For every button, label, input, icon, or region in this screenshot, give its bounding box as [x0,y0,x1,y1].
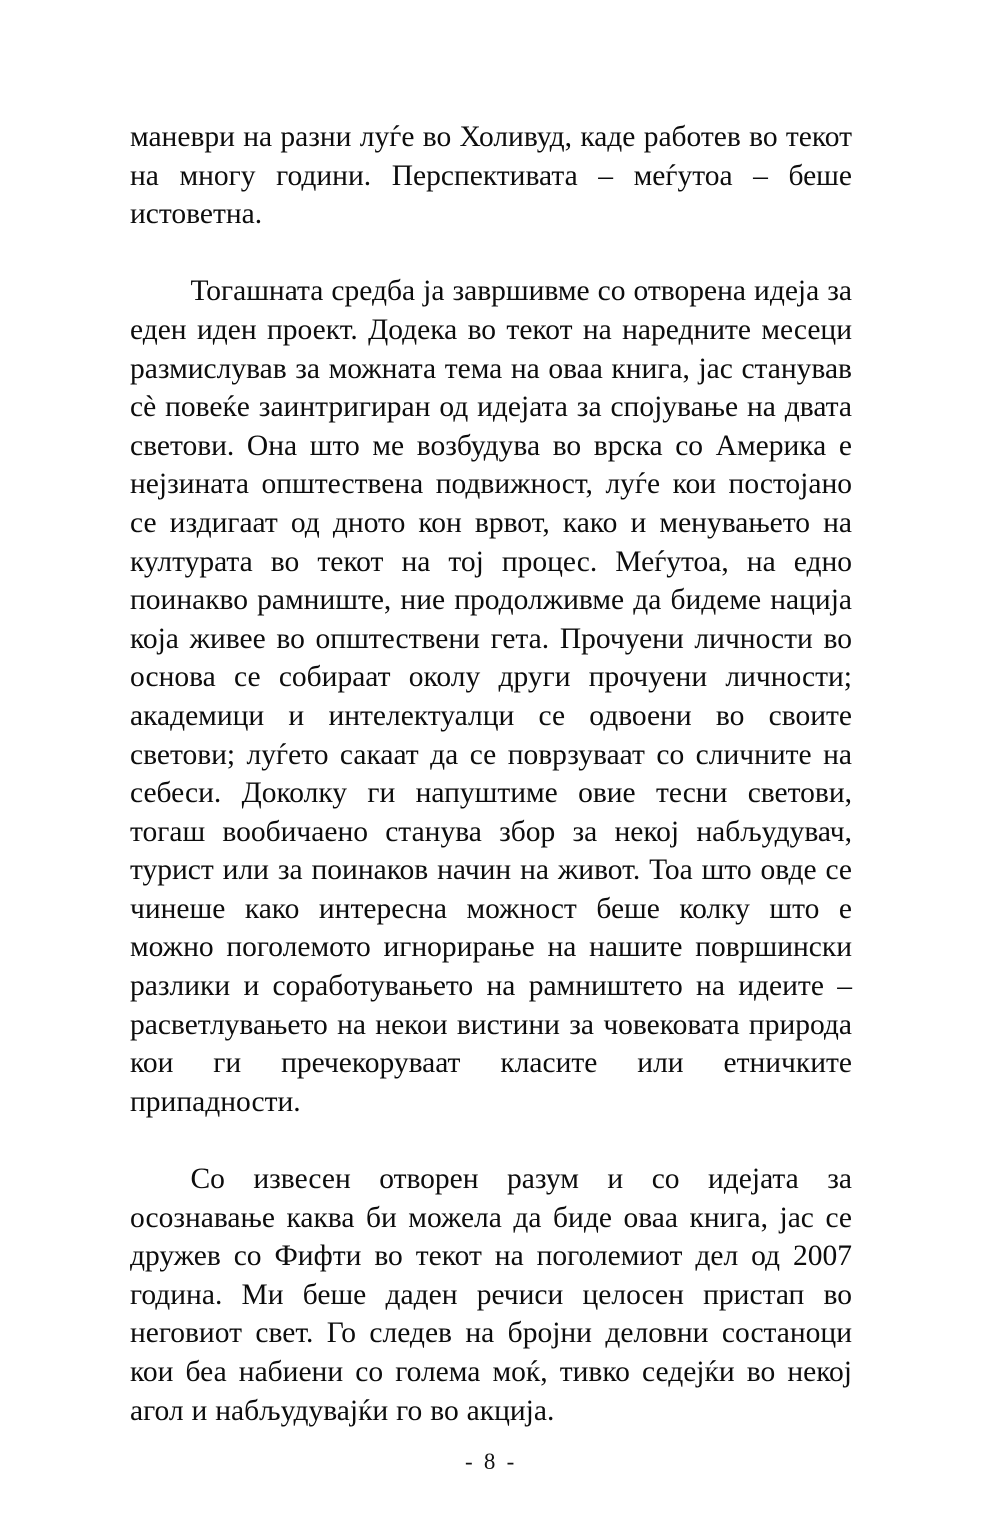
paragraph-3: Со извесен отворен разум и со идејата за осознавање каква би можела да биде оваа книга, јас се дружев со Фифти во текот на поголемиот дел од 2007 година. Ми беше даден речиси целосен пристап во неговиот свет. Го следев на бројни деловни состаноци кои беа набиени со голема моќ, тивко седејќи во некој агол и набљудувајќи го во акција. [130,1163,852,1427]
paragraph-1: маневри на разни луѓе во Холивуд, каде работев во текот на многу години. Перспективата – меѓутоа – беше истоветна. [130,121,852,231]
page-number: - 8 - [464,1449,518,1474]
page-text-block [130,118,852,1430]
paragraph-2: Тогашната средба ја завршивме со отворена идеја за еден иден проект. Додека во текот на наредните месеци размислував за можната тема на оваа книга, јас станував сè повеќе заинтригиран од идејата за спојување на двата светови. Она што ме возбудува во врска со Америка е нејзината општествена подвижност, луѓе кои постојано се издигаат од дното кон врвот, како и менувањето на културата во текот на тој процес. Меѓутоа, на едно поинакво рамниште, ние продолживме да бидеме нација која живее во општествени гета. Прочуени личности во основа се собираат околу други прочуени личности; академици и интелектуалци се одвоени во своите светови; луѓето сакаат да се поврзуваат со сличните на себеси. Доколку ги напуштиме овие тесни светови, тогаш вообичаено станува збор за некој набљудувач, турист или за поинаков начин на живот. Тоа што овде се чинеше како интересна можност беше колку што е можно поголемото игнорирање на нашите површински разлики и соработувањето на рамништето на идеите – расветлувањето на некои вистини за човековата природа кои ги пречекоруваат класите или етничките припадности. [130,275,852,1118]
